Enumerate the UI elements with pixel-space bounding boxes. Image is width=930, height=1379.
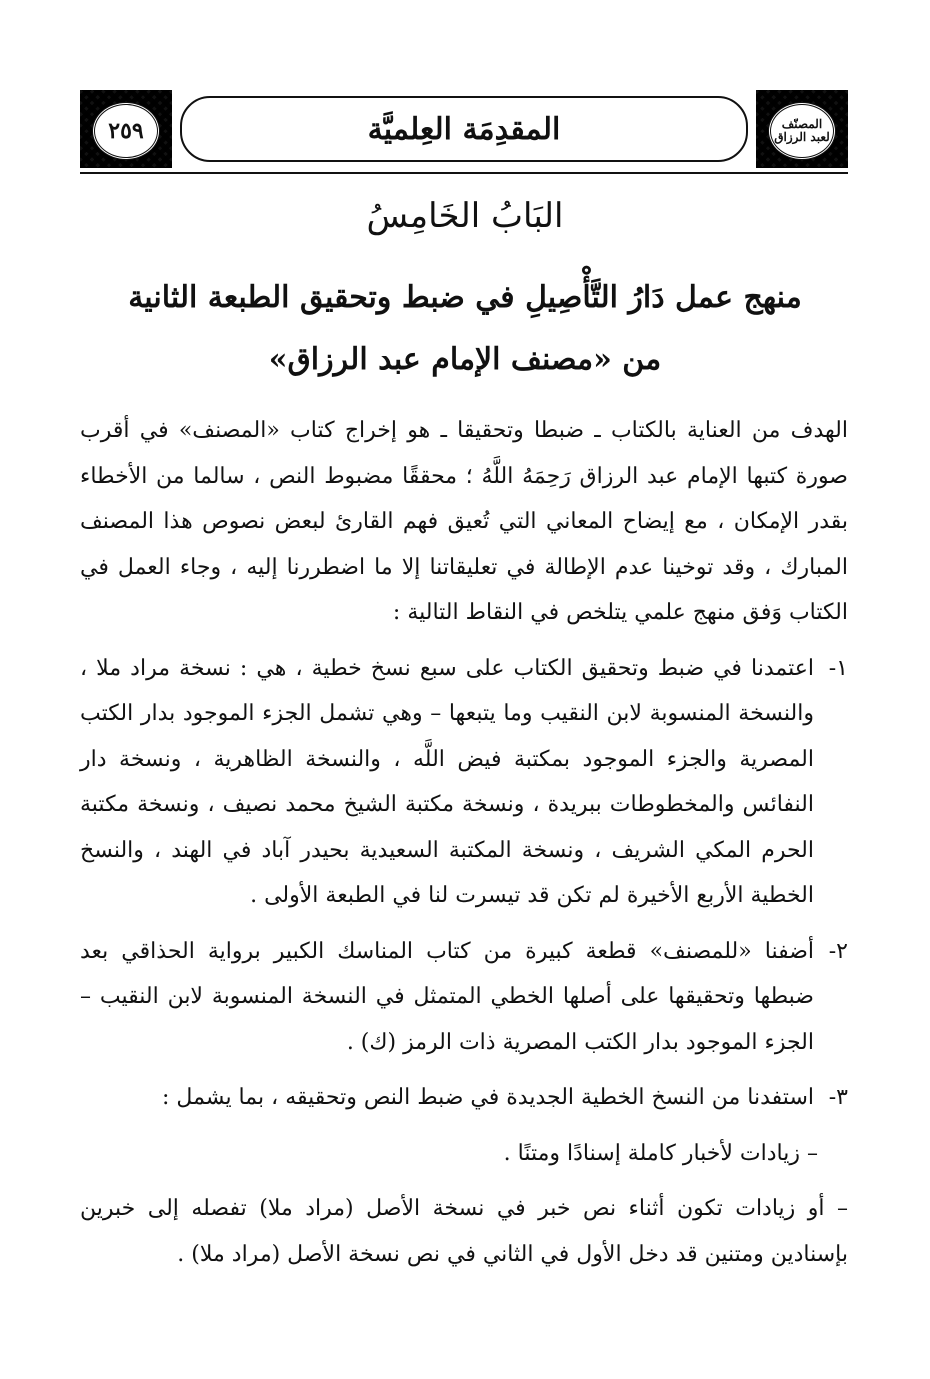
list-item bbox=[80, 646, 848, 919]
list-item-number: ١- bbox=[828, 655, 848, 681]
list-item-number: ٢- bbox=[828, 938, 848, 964]
header-rule bbox=[80, 172, 848, 174]
running-header bbox=[80, 90, 848, 168]
sub-item: – زيادات لأخبار كاملة إسنادًا ومتنًا . bbox=[503, 1140, 818, 1166]
book-emblem-line2: لعبد الرزاق bbox=[774, 130, 830, 144]
list-item bbox=[80, 929, 848, 1066]
sub-item: – أو زيادات تكون أثناء نص خبر في نسخة الأصل (مراد ملا) تفصله إلى خبرين بإسنادين ومتنين قد دخل الأول في الثاني في نص نسخة الأصل (مراد ملا) . bbox=[80, 1196, 848, 1267]
header-ornament-right bbox=[756, 90, 848, 168]
list-item bbox=[80, 1075, 848, 1121]
list-item-text: أضفنا «للمصنف» قطعة كبيرة من كتاب المناسك الكبير برواية الحذاقي بعد ضبطها وتحقيقها على أصلها الخطي المتمثل في النسخة المنسوبة لابن النقيب – الجزء الموجود بدار الكتب المصرية ذات الرمز (ك) . bbox=[80, 938, 814, 1055]
chapter-title: البَابُ الخَامِسُ bbox=[366, 196, 564, 236]
running-title: المقدِمَة العِلميَّة bbox=[180, 96, 748, 162]
section-heading-line2: من «مصنف الإمام عبد الرزاق» bbox=[268, 342, 662, 377]
intro-paragraph: الهدف من العناية بالكتاب ـ ضبطا وتحقيقا ـ هو إخراج كتاب «المصنف» في أقرب صورة كتبها الإمام عبد الرزاق رَحِمَهُ اللَّهُ ؛ محققًا مضبوط النص ، سالما من الأخطاء بقدر الإمكان ، مع إيضاح المعاني التي تُعيق فهم القارئ لبعض نصوص هذا المصنف المبارك ، وقد توخينا عدم الإطالة في تعليقاتنا إلا ما اضطررنا إليه ، وجاء العمل في الكتاب وَفق منهج علمي يتلخص في النقاط التالية : bbox=[80, 418, 848, 625]
section-heading-line1: منهج عمل دَارُ التَّأْصِيلِ في ضبط وتحقيق الطبعة الثانية bbox=[128, 280, 802, 315]
list-item-text: استفدنا من النسخ الخطية الجديدة في ضبط النص وتحقيقه ، بما يشمل : bbox=[162, 1085, 814, 1110]
page-number: ٢٥٩ bbox=[92, 102, 160, 160]
body-text bbox=[80, 408, 848, 1277]
book-emblem-line1: المصنّف bbox=[781, 117, 823, 131]
list-item-text: اعتمدنا في ضبط وتحقيق الكتاب على سبع نسخ خطية ، هي : نسخة مراد ملا ، والنسخة المنسوبة لابن النقيب وما يتبعها – وهي تشمل الجزء الموجود بدار الكتب المصرية والجزء الموجود بمكتبة فيض اللَّه ، والنسخة الظاهرية ، ونسخة دار النفائس والمخطوطات ببريدة ، ونسخة مكتبة الشيخ محمد نصيف ، ونسخة مكتبة الحرم المكي الشريف ، ونسخة المكتبة السعيدية بحيدر آباد في الهند ، والنسخ الخطية الأربع الأخيرة لم تكن قد تيسرت لنا في الطبعة الأولى . bbox=[80, 655, 814, 908]
book-emblem bbox=[768, 102, 836, 160]
list-item-number: ٣- bbox=[828, 1085, 848, 1110]
header-ornament-left bbox=[80, 90, 172, 168]
